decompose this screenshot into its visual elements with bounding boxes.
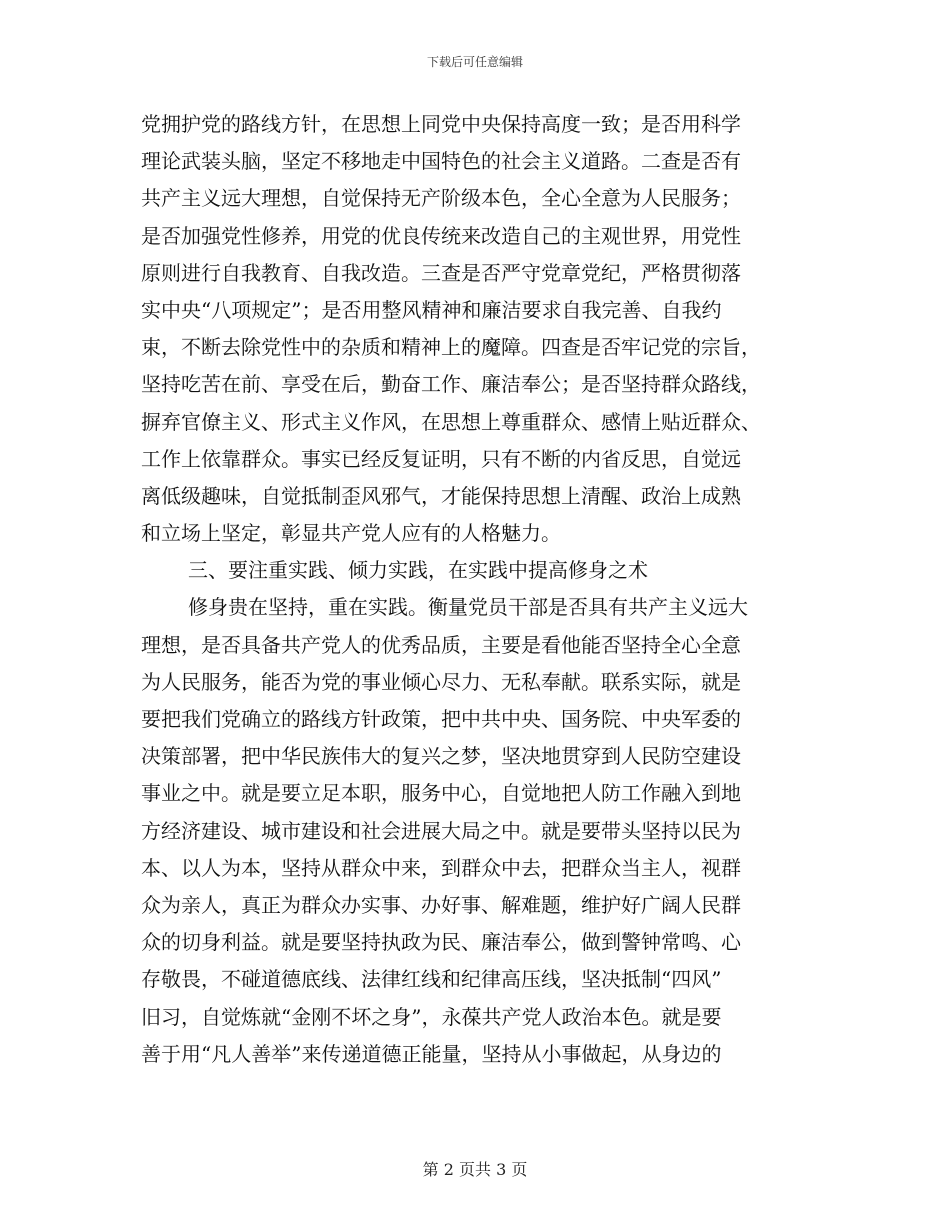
document-body xyxy=(141,106,813,1073)
text-line: 存敬畏，不碰道德底线、法律红线和纪律高压线，坚决抵制“四风” xyxy=(141,967,722,992)
text-line: 为人民服务，能否为党的事业倾心尽力、无私奉献。联系实际，就是 xyxy=(141,669,741,694)
text-line: 决策部署，把中华民族伟大的复兴之梦，坚决地贯穿到人民防空建设 xyxy=(141,744,741,769)
text-line: 方经济建设、城市建设和社会进展大局之中。就是要带头坚持以民为 xyxy=(141,818,741,843)
text-line: 党拥护党的路线方针，在思想上同党中央保持高度一致；是否用科学 xyxy=(141,112,741,136)
text-line: 本、以人为本，坚持从群众中来，到群众中去，把群众当主人，视群 xyxy=(141,855,741,880)
text-line: 理想，是否具备共产党人的优秀品质，主要是看他能否坚持全心全意 xyxy=(141,632,741,657)
text-line: 束，不断去除党性中的杂质和精神上的魔障。四查是否牢记党的宗旨， xyxy=(141,335,761,360)
text-line: 共产主义远大理想，自觉保持无产阶级本色，全心全意为人民服务； xyxy=(141,186,741,211)
text-line: 摒弃官僚主义、形式主义作风，在思想上尊重群众、感情上贴近群众、 xyxy=(141,409,761,434)
text-line: 理论武装头脑，坚定不移地走中国特色的社会主义道路。二查是否有 xyxy=(141,149,741,174)
text-line: 旧习，自觉炼就“金刚不坏之身”，永葆共产党人政治本色。就是要 xyxy=(141,1004,722,1029)
text-line: 离低级趣味，自觉抵制歪风邪气，才能保持思想上清醒、政治上成熟 xyxy=(141,483,741,508)
text-line: 实中央“八项规定”；是否用整风精神和廉洁要求自我完善、自我约 xyxy=(141,297,722,322)
text-line: 众的切身利益。就是要坚持执政为民、廉洁奉公，做到警钟常鸣、心 xyxy=(141,930,741,955)
text-line: 是否加强党性修养，用党的优良传统来改造自己的主观世界，用党性 xyxy=(141,223,741,248)
page-header-note: 下载后可任意编辑 xyxy=(426,55,523,69)
text-line: 原则进行自我教育、自我改造。三查是否严守党章党纪，严格贯彻落 xyxy=(141,260,741,285)
text-line: 工作上依靠群众。事实已经反复证明，只有不断的内省反思，自觉远 xyxy=(141,446,741,471)
text-line: 众为亲人，真正为群众办实事、办好事、解难题，维护好广阔人民群 xyxy=(141,892,741,917)
section-heading: 三、要注重实践、倾力实践，在实践中提高修身之术 xyxy=(188,558,648,583)
text-line: 事业之中。就是要立足本职，服务中心，自觉地把人防工作融入到地 xyxy=(141,781,741,806)
text-line: 善于用“凡人善举”来传递道德正能量，坚持从小事做起，从身边的 xyxy=(141,1041,722,1066)
text-line: 坚持吃苦在前、享受在后，勤奋工作、廉洁奉公；是否坚持群众路线， xyxy=(141,372,761,397)
text-line: 和立场上坚定，彰显共产党人应有的人格魅力。 xyxy=(141,521,561,546)
page-number: 第 2 页共 3 页 xyxy=(422,1160,528,1179)
text-line: 要把我们党确立的路线方针政策，把中共中央、国务院、中央军委的 xyxy=(141,707,741,731)
paragraph-first-line: 修身贵在坚持，重在实践。衡量党员干部是否具有共产主义远大 xyxy=(188,595,748,620)
